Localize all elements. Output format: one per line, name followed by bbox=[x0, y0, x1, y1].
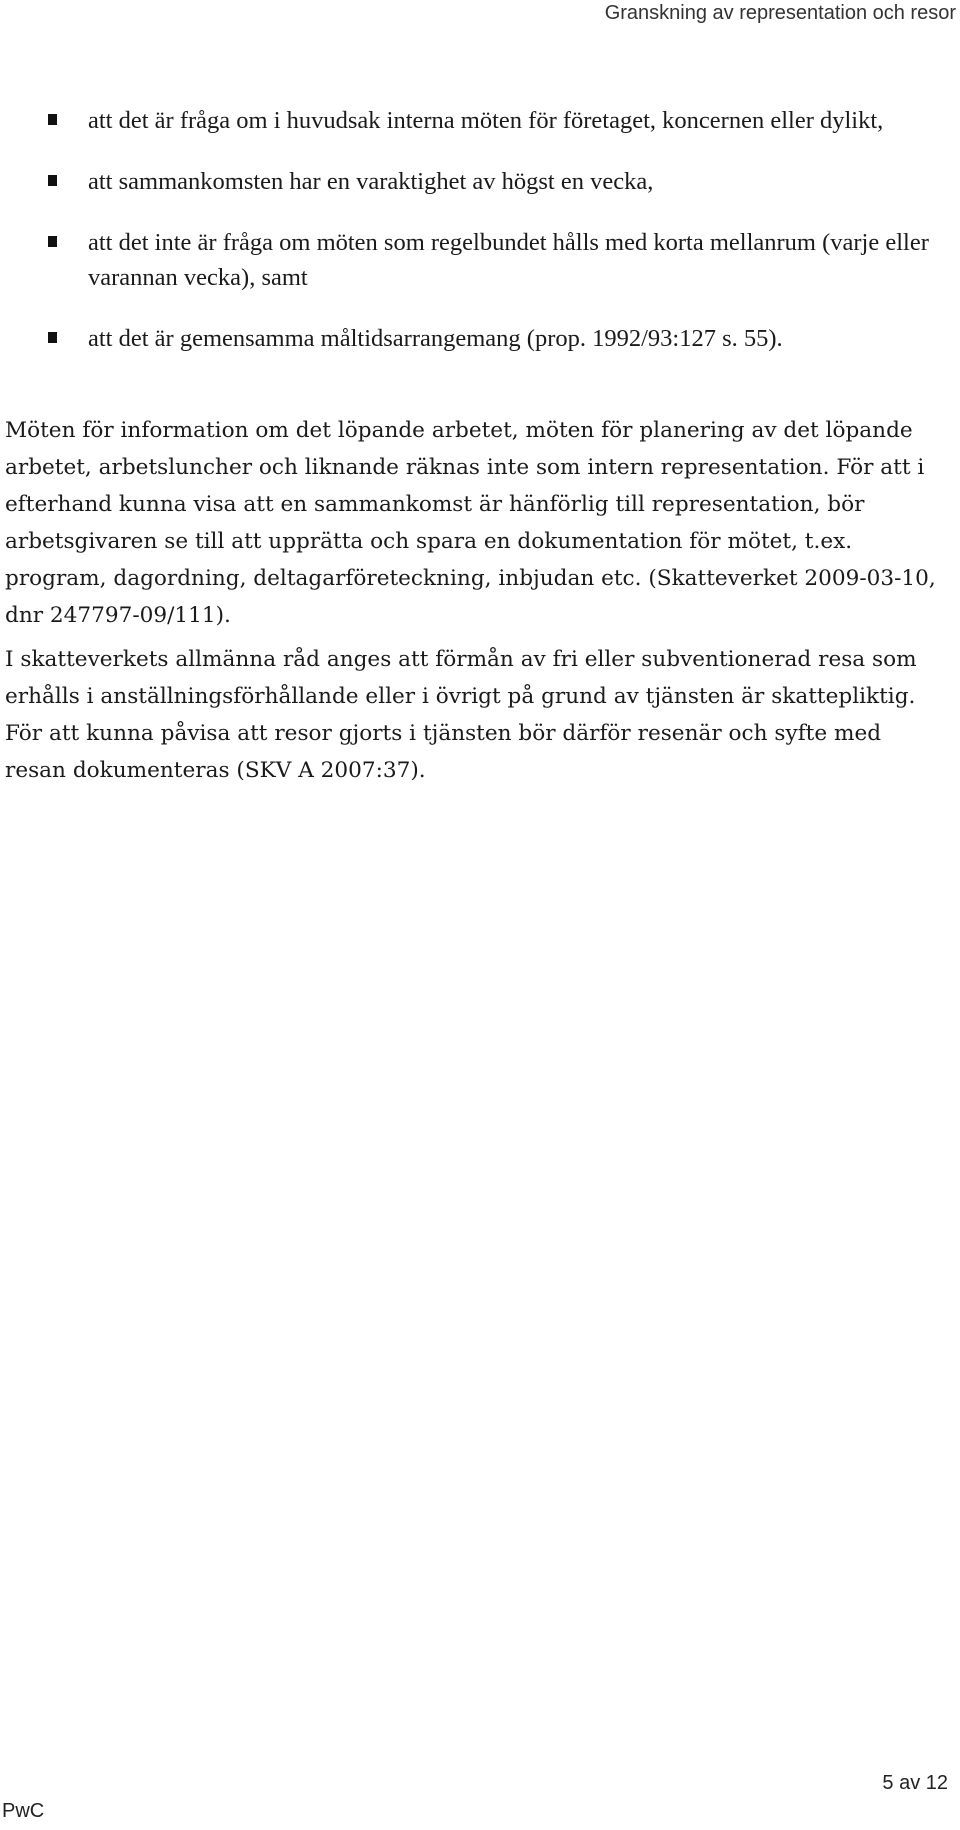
list-item bbox=[48, 103, 948, 138]
running-header-title: Granskning av representation och resor bbox=[604, 2, 956, 24]
paragraph-travel-documentation bbox=[5, 641, 940, 789]
square-bullet-icon bbox=[48, 114, 57, 125]
list-item bbox=[48, 321, 948, 356]
footer-organization: PwC bbox=[2, 1800, 45, 1822]
paragraph-internal-meetings bbox=[5, 412, 940, 634]
list-item-text: att sammankomsten har en varaktighet av högst en vecka, bbox=[88, 168, 654, 195]
list-item bbox=[48, 225, 948, 295]
list-item-text: att det är gemensamma måltidsarrangemang (prop. 1992/93:127 s. 55). bbox=[88, 325, 783, 352]
condition-list bbox=[48, 103, 948, 382]
list-item-text: att det är fråga om i huvudsak interna möten för företaget, koncernen eller dylikt, bbox=[88, 107, 884, 134]
list-item bbox=[48, 164, 948, 199]
list-item-text: att det inte är fråga om möten som regelbundet hålls med korta mellanrum (varje eller varannan vecka), samt bbox=[88, 229, 929, 291]
square-bullet-icon bbox=[48, 332, 57, 343]
square-bullet-icon bbox=[48, 175, 57, 186]
paragraph-text: I skatteverkets allmänna råd anges att förmån av fri eller subventionerad resa som erhålls i anställningsförhållande eller i övrigt på grund av tjänsten är skattepliktig. För att kunna påvisa att resor gjorts i tjänsten bör därför resenär och syfte med resan dokumenteras (SKV A 2007:37). bbox=[5, 647, 917, 783]
square-bullet-icon bbox=[48, 236, 57, 247]
page-number: 5 av 12 bbox=[882, 1772, 948, 1794]
paragraph-text: Möten för information om det löpande arbetet, möten för planering av det löpande arbetet, arbetsluncher och liknande räknas inte som intern representation. För att i efterhand kunna visa att en sammankomst är hänförlig till representation, bör arbetsgivaren se till att upprätta och spara en dokumentation för mötet, t.ex. program, dagordning, deltagarföreteckning, inbjudan etc. (Skatteverket 2009-03-10, dnr 247797-09/111). bbox=[5, 418, 936, 628]
